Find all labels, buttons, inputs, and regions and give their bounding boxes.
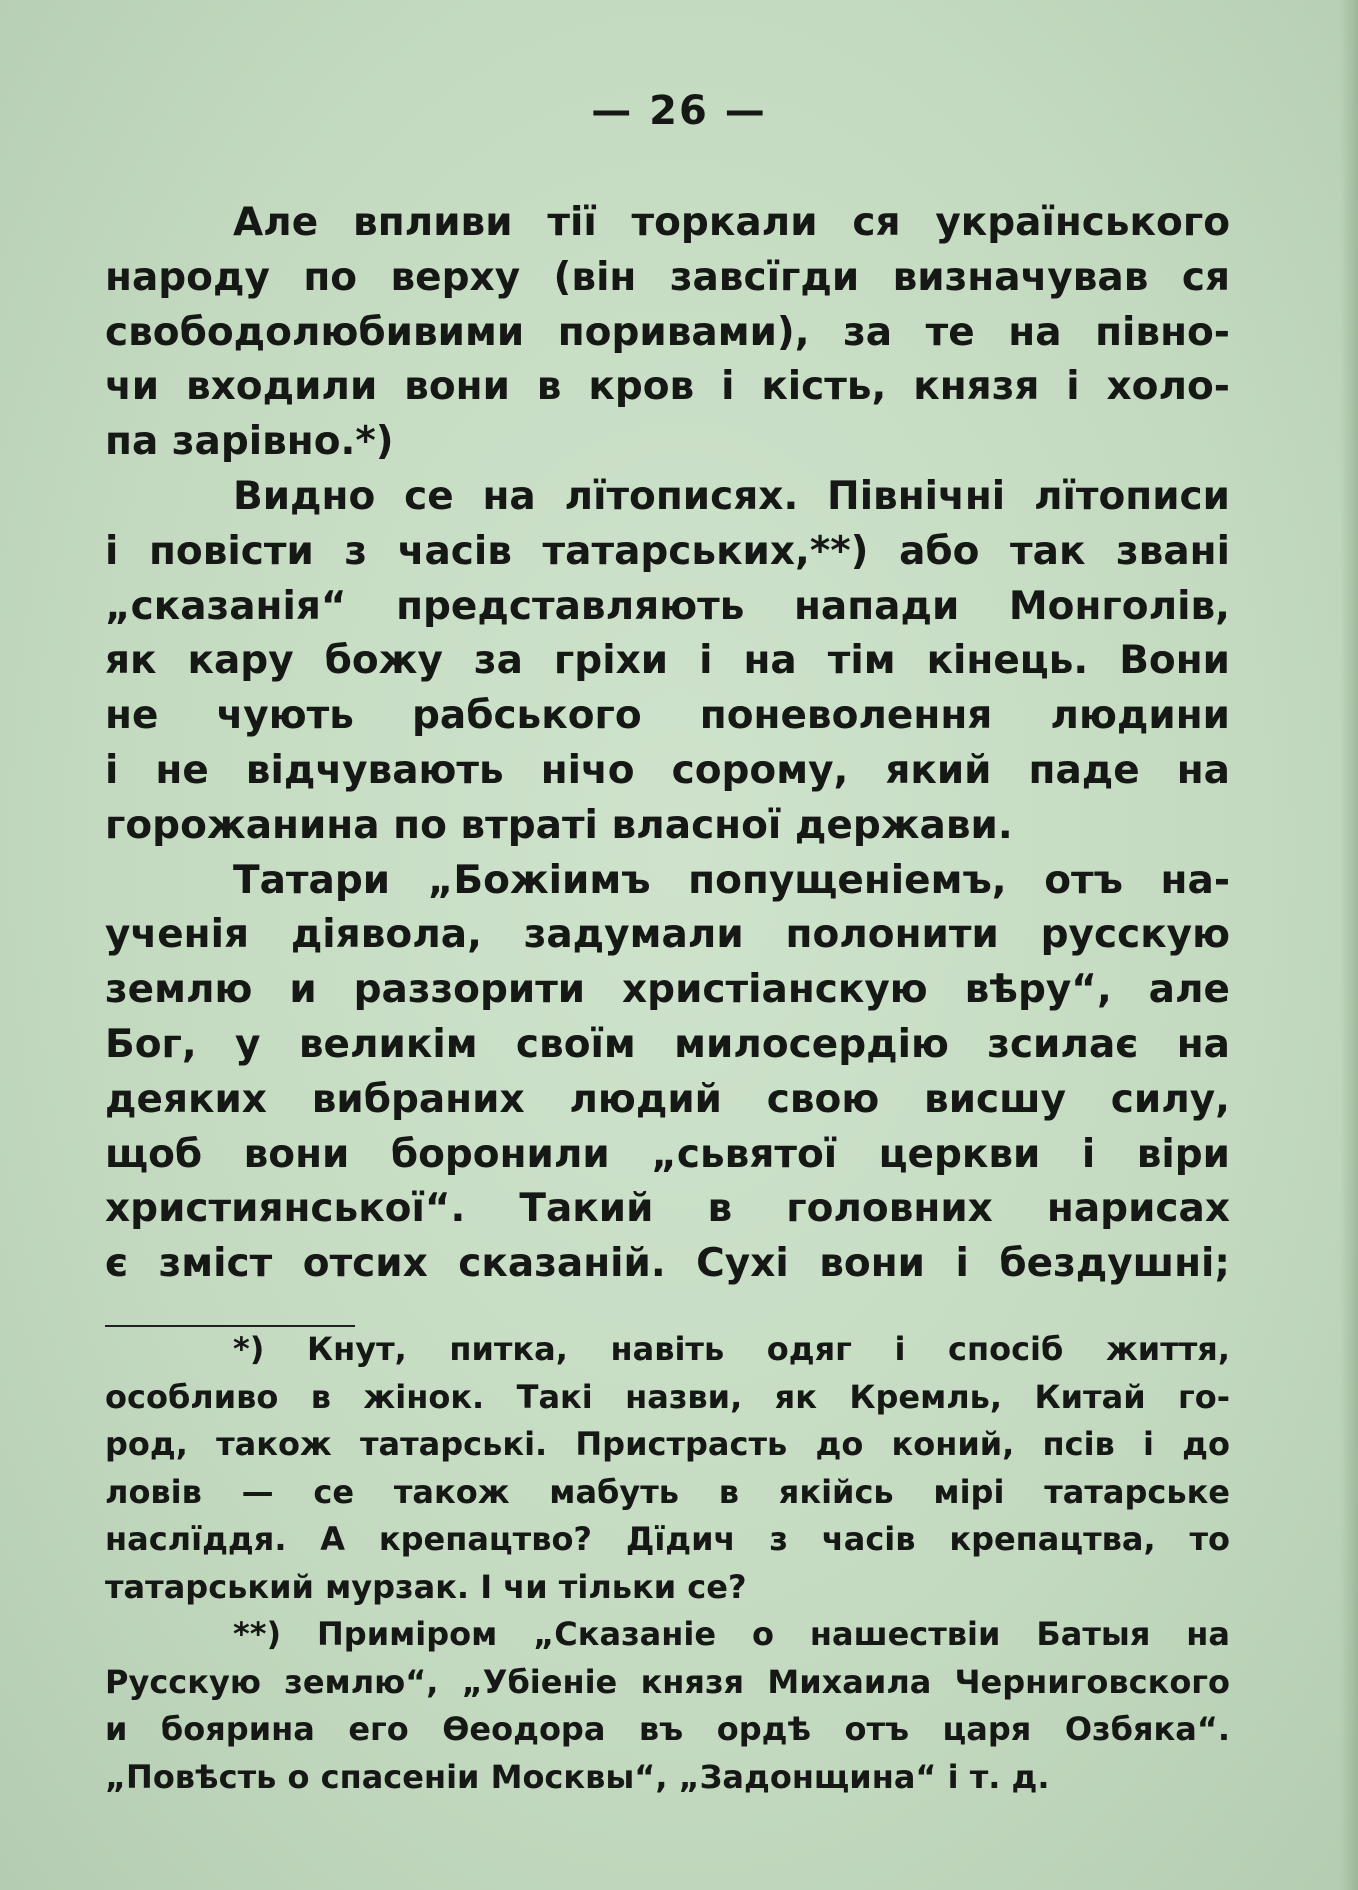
footnote-line: ловів — се також мабуть в якійсь мірі татарське (105, 1472, 1230, 1511)
footnote-line: татарський мурзак. І чи тільки се? (105, 1567, 747, 1606)
text-line: ученія діявола, задумали полонити русскую (105, 912, 1230, 958)
text-line: землю и раззорити христіанскую вѣру“, але (105, 967, 1230, 1013)
text-line: і не відчувають нічо сорому, який паде на (105, 747, 1230, 793)
footnote-line: и боярина его Өеодора въ ордѣ отъ царя Озбяка“. (105, 1710, 1230, 1748)
text-line: чи входили вони в кров і кість, князя і холо- (105, 364, 1230, 410)
footnote-line: **) Приміром „Сказаніе о нашествіи Батыя на (233, 1615, 1230, 1653)
page-edge-shadow (1340, 0, 1358, 1890)
text-line: Татари „Божіимъ попущеніемъ, отъ на- (233, 857, 1230, 903)
text-line: Видно се на лїтописях. Північні лїтописи (233, 473, 1230, 519)
text-line: як кару божу за гріхи і на тім кінець. Вони (105, 638, 1230, 684)
text-line: є зміст отсих сказаній. Сухі вони і бездушні; (105, 1241, 1230, 1287)
text-line: Але впливи тії торкали ся українського (233, 200, 1230, 245)
main-text (105, 196, 1230, 1292)
text-line: християнської“. Такий в головних нарисах (105, 1186, 1230, 1232)
text-line: і повісти з часів татарських,**) або так звані (105, 528, 1230, 574)
text-line: свободолюбивими поривами), за те на півно- (105, 309, 1230, 355)
footnote-line: „Повѣсть о спасеніи Москвы“, „Задонщина“ і т. д. (105, 1757, 1050, 1796)
footnote-line: Русскую землю“, „Убіеніе князя Михаила Черниговского (105, 1662, 1230, 1701)
footnotes (105, 1326, 1230, 1801)
text-line: не чують рабського поневолення людини (105, 693, 1230, 739)
text-line: щоб вони боронили „сьвятої церкви і віри (105, 1131, 1230, 1177)
text-line: деяких вибраних людий свою висшу силу, (105, 1076, 1230, 1122)
text-line: Бог, у великім своїм милосердію зсилає на (105, 1021, 1230, 1067)
text-line: горожанина по втраті власної держави. (105, 802, 1013, 848)
text-line: народу по верху (він завсїгди визначував ся (105, 254, 1230, 300)
text-line: „сказанія“ представляють напади Монголів, (105, 583, 1230, 629)
footnote-line: род, також татарські. Пристрасть до коний, псів і до (105, 1425, 1230, 1463)
footnote-line: *) Кнут, питка, навіть одяг і спосіб життя, (233, 1330, 1230, 1368)
text-line: па зарівно.*) (105, 419, 394, 465)
footnote-line: особливо в жінок. Такі назви, як Кремль, Китай го- (105, 1377, 1230, 1416)
page-number: — 26 — (591, 88, 767, 134)
footnote-line: наслїддя. А крепацтво? Дїдич з часів крепацтва, то (105, 1520, 1230, 1558)
